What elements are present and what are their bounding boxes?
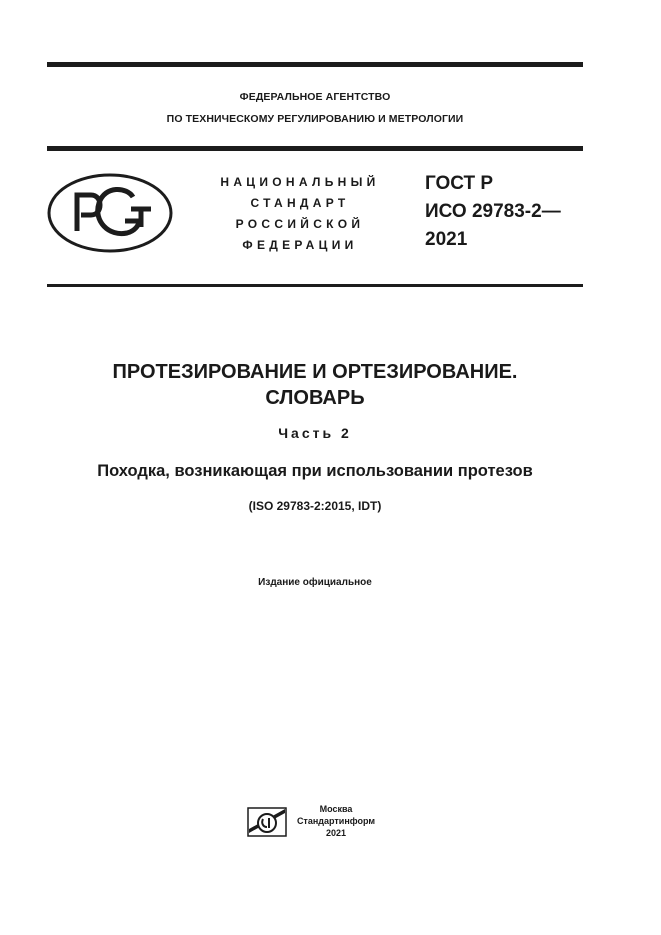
document-subtitle: Походка, возникающая при использовании протезов bbox=[97, 462, 533, 480]
document-title-line-1: ПРОТЕЗИРОВАНИЕ И ОРТЕЗИРОВАНИЕ. bbox=[112, 361, 518, 383]
national-standard-label bbox=[200, 172, 400, 256]
publisher-city: Москва bbox=[319, 804, 353, 814]
publisher-info bbox=[290, 803, 382, 839]
publisher-name: Стандартинформ bbox=[296, 816, 376, 826]
national-line-4: ФЕДЕРАЦИИ bbox=[242, 238, 358, 252]
gost-designation bbox=[425, 170, 561, 254]
section-rule bbox=[47, 284, 583, 287]
iso-reference: (ISO 29783-2:2015, IDT) bbox=[248, 499, 382, 513]
gost-line-1: ГОСТ Р bbox=[425, 173, 494, 194]
edition-label: Издание официальное bbox=[258, 577, 372, 588]
document-title-line-2: СЛОВАРЬ bbox=[265, 387, 365, 409]
national-line-1: НАЦИОНАЛЬНЫЙ bbox=[220, 175, 380, 189]
top-rule bbox=[47, 62, 583, 67]
gost-line-3: 2021 bbox=[425, 229, 468, 250]
national-line-2: СТАНДАРТ bbox=[250, 196, 350, 210]
header-rule bbox=[47, 146, 583, 151]
agency-line-1: ФЕДЕРАЛЬНОЕ АГЕНТСТВО bbox=[239, 91, 391, 103]
rst-certification-icon bbox=[47, 173, 173, 253]
national-line-3: РОССИЙСКОЙ bbox=[235, 217, 365, 231]
publisher-logo-icon bbox=[247, 805, 287, 837]
gost-line-2: ИСО 29783-2— bbox=[425, 201, 561, 222]
agency-line-2: ПО ТЕХНИЧЕСКОМУ РЕГУЛИРОВАНИЮ И МЕТРОЛОГИИ bbox=[166, 113, 464, 125]
publisher-year: 2021 bbox=[325, 828, 347, 838]
part-label: Часть 2 bbox=[278, 425, 352, 441]
